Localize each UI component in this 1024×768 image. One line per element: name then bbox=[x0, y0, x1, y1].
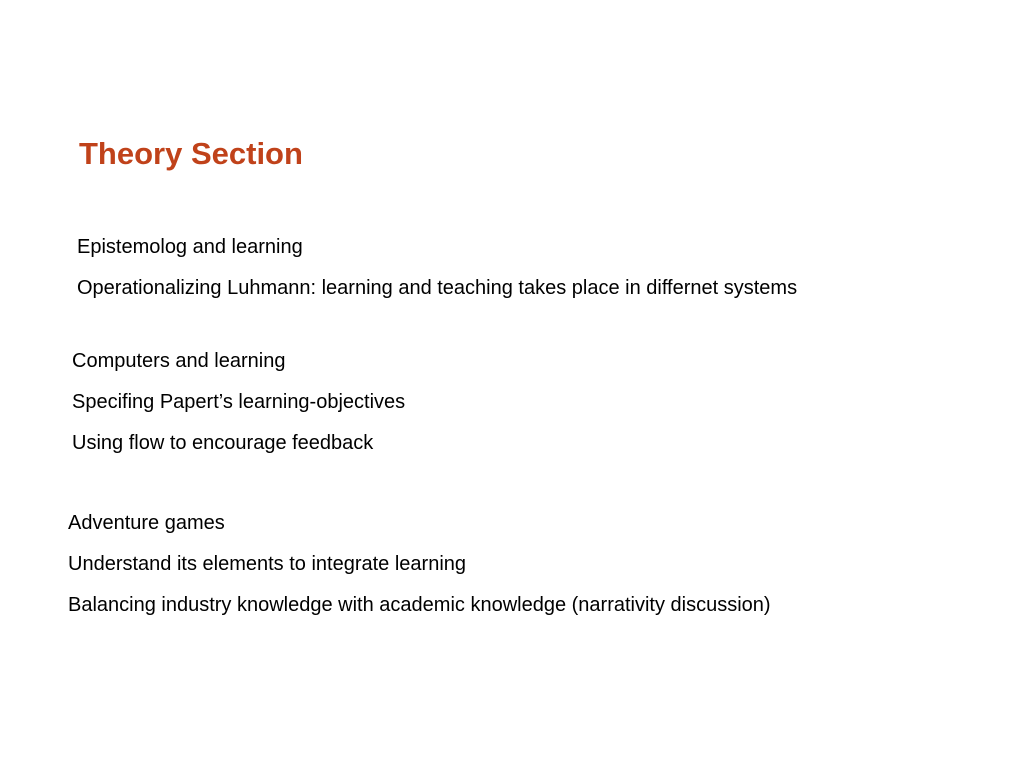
topic-detail: Using flow to encourage feedback bbox=[72, 432, 374, 454]
topic-detail: Balancing industry knowledge with academic knowledge (narrativity discussion) bbox=[68, 594, 771, 616]
topic-detail: Operationalizing Luhmann: learning and teaching takes place in differnet systems bbox=[77, 277, 798, 299]
topic-group-epistemology bbox=[77, 227, 797, 309]
topic-heading: Adventure games bbox=[68, 512, 225, 534]
slide-title: Theory Section bbox=[79, 136, 303, 171]
topic-detail: Specifing Papert’s learning-objectives bbox=[72, 391, 406, 413]
topic-group-computers bbox=[72, 341, 405, 464]
topic-group-adventure-games bbox=[68, 503, 771, 626]
topic-heading: Epistemolog and learning bbox=[77, 236, 303, 258]
topic-heading: Computers and learning bbox=[72, 350, 286, 372]
topic-detail: Understand its elements to integrate learning bbox=[68, 553, 467, 575]
